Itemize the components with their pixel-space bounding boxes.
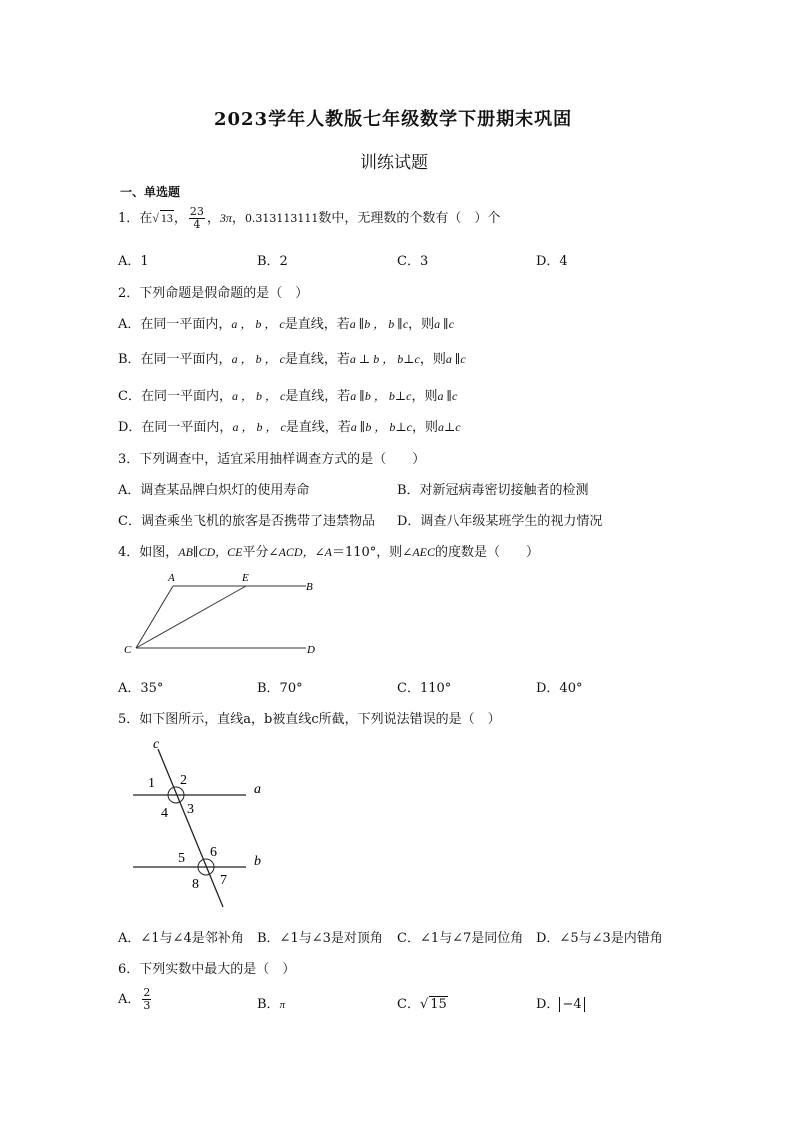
q2a-cond: a ∥b ， b ∥c — [349, 317, 409, 331]
q2-option-c — [118, 385, 457, 404]
q1-option-c: C．3 — [397, 254, 429, 269]
q4-figure — [120, 568, 330, 660]
q2b-prefix: B．在同一平面内， — [118, 352, 232, 367]
q1-number: 1．在 — [118, 211, 153, 226]
q1-tail: 数中，无理数的个数有（ ）个 — [318, 211, 501, 226]
angle-2: 2 — [180, 773, 187, 788]
q4-option-c: C．110° — [397, 681, 452, 696]
q3-option-d: D．调查八年级某班学生的视力情况 — [397, 514, 603, 529]
q1-frac-den: 4 — [193, 218, 201, 231]
q6-option-b — [257, 993, 285, 1012]
angle-7: 7 — [220, 873, 227, 888]
q4-math2: ∠ACD，∠A — [268, 545, 332, 559]
q6c-sqrt: 15 — [430, 997, 447, 1012]
q2a-then: ，则 — [408, 317, 435, 332]
line-ce — [136, 586, 246, 648]
q6b-label: B． — [257, 997, 280, 1012]
page-subtitle: 训练试题 — [360, 153, 428, 173]
q2-option-d — [118, 416, 461, 435]
q6d-value: −4 — [562, 997, 582, 1012]
q1-decimal: 0.313113111 — [244, 212, 319, 225]
q6a-label: A． — [118, 992, 141, 1007]
q2d-then: ，则 — [411, 420, 438, 435]
q2a-result: a ∥c — [434, 317, 455, 331]
angle-5: 5 — [178, 851, 185, 866]
question-6: 6．下列实数中最大的是（ ） — [118, 962, 296, 977]
q5-figure — [128, 735, 278, 910]
question-3: 3．下列调查中，适宜采用抽样调查方式的是（ ） — [118, 452, 426, 467]
q2c-then: ，则 — [411, 389, 438, 404]
q3-option-c: C．调查乘坐飞机的旅客是否携带了违禁物品 — [118, 514, 375, 529]
q2b-mid: 是直线，若 — [284, 352, 350, 367]
q4-pre: 4．如图， — [118, 545, 179, 560]
question-4 — [118, 541, 539, 560]
q4-math1: AB∥CD，CE — [178, 545, 243, 559]
q6c-label: C． — [397, 997, 420, 1012]
q6b-value: π — [279, 999, 286, 1011]
angle-8: 8 — [192, 877, 199, 892]
q2b-then: ，则 — [419, 352, 446, 367]
q6a-num: 2 — [143, 986, 151, 999]
q1-option-d: D．4 — [536, 254, 568, 269]
q4-eq: ＝110°，则 — [331, 545, 403, 560]
angle-1: 1 — [148, 776, 155, 791]
q2-option-b — [118, 348, 466, 367]
angle-3: 3 — [187, 802, 194, 817]
q4-math3: ∠AEC — [402, 545, 436, 559]
q1-frac-num: 23 — [189, 205, 204, 218]
q4-tail: 的度数是（ ） — [435, 545, 540, 560]
q2d-cond: a ∥b ， b⊥c — [350, 420, 412, 434]
q4-option-b: B．70° — [257, 681, 303, 696]
angle-4: 4 — [161, 806, 168, 821]
q2c-result: a ∥c — [437, 389, 458, 403]
q2a-vars: a ， b ， c — [231, 317, 285, 331]
q1-fraction — [189, 206, 205, 231]
q2-option-a — [118, 313, 454, 332]
q6-option-c — [397, 993, 448, 1012]
question-5: 5．如下图所示，直线a，b被直线c所截，下列说法错误的是（ ） — [118, 712, 501, 727]
q3-option-a: A．调查某品牌白炽灯的使用寿命 — [118, 483, 310, 498]
q4-mid: 平分 — [242, 545, 269, 560]
question-2: 2．下列命题是假命题的是（ ） — [118, 286, 309, 301]
q5-option-b: B．∠1与∠3是对顶角 — [257, 931, 383, 946]
q2c-prefix: C．在同一平面内， — [118, 389, 232, 404]
q1-three-pi: 3π — [219, 211, 232, 225]
sqrt-sign: √ — [152, 211, 159, 225]
label-a: a — [254, 782, 261, 797]
q2d-prefix: D．在同一平面内， — [118, 420, 233, 435]
q1-sqrt: 13 — [160, 211, 173, 225]
label-b: b — [254, 854, 261, 869]
label-b: B — [306, 581, 313, 593]
q2a-prefix: A．在同一平面内， — [118, 317, 232, 332]
label-d: D — [307, 644, 315, 656]
q6d-abs-value — [559, 997, 584, 1012]
section-heading: 一、单选题 — [120, 185, 181, 199]
q2b-cond: a ⊥ b ， b⊥c — [349, 352, 420, 366]
q2d-mid: 是直线，若 — [285, 420, 351, 435]
q2d-vars: a ， b ， c — [232, 420, 286, 434]
q4-option-d: D．40° — [536, 681, 583, 696]
q6-option-d — [536, 993, 585, 1012]
q2b-result: a ∥c — [445, 352, 466, 366]
line-ca — [136, 586, 173, 648]
q2d-result: a⊥c — [437, 420, 461, 434]
q2c-vars: a ， b ， c — [231, 389, 286, 403]
q1-option-a: A．1 — [118, 254, 149, 269]
label-c: C — [124, 644, 132, 656]
q6a-den: 3 — [143, 999, 151, 1012]
q6a-fraction — [142, 987, 151, 1012]
q2c-mid: 是直线，若 — [285, 389, 351, 404]
q5-option-c: C．∠1与∠7是同位角 — [397, 931, 524, 946]
q1-option-b: B．2 — [257, 254, 288, 269]
q2b-vars: a ， b ， c — [231, 352, 285, 366]
label-a: A — [168, 572, 175, 584]
sqrt-sign: √ — [419, 997, 429, 1012]
q2c-cond: a ∥b ， b⊥c — [350, 389, 412, 403]
q5-option-d: D．∠5与∠3是内错角 — [536, 931, 663, 946]
page-title: 2023学年人教版七年级数学下册期末巩固 — [214, 109, 573, 130]
q2a-mid: 是直线，若 — [284, 317, 350, 332]
q6-option-a — [118, 987, 153, 1012]
q4-option-a: A．35° — [118, 681, 164, 696]
q6d-label: D． — [536, 997, 560, 1012]
q3-option-b: B．对新冠病毒密切接触者的检测 — [397, 483, 589, 498]
question-1: 1．在√ 13， $\frac{23}{4}$ ，3π，0.313113111数中，无理数的个数有（ ）个 — [118, 205, 501, 231]
label-c: c — [153, 737, 160, 752]
line-c — [158, 749, 223, 907]
q5-option-a: A．∠1与∠4是邻补角 — [118, 931, 244, 946]
angle-6: 6 — [210, 845, 217, 860]
label-e: E — [242, 572, 249, 584]
